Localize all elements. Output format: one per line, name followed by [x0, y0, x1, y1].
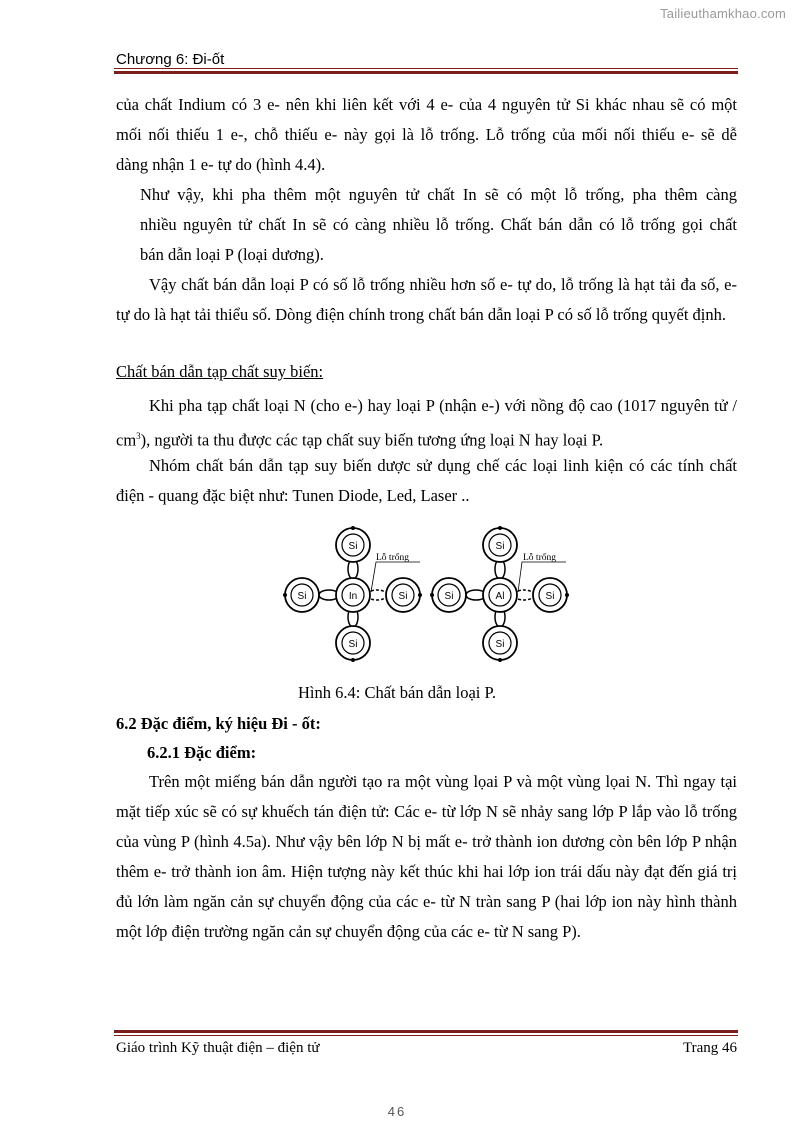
- p-type-lattice-figure: [270, 522, 580, 672]
- page-number: 46: [387, 1104, 407, 1119]
- figure-caption: Hình 6.4: Chất bán dẫn loại P.: [298, 683, 496, 702]
- subsection-heading: 6.2.1 Đặc điểm:: [147, 743, 257, 762]
- para-4-text-a: Khi pha tạp chất loại N (cho e-) hay loại P (nhận e-) với nồng độ cao (1017 nguyên tử / cm: [116, 396, 737, 450]
- atom-label-left-top: Si: [348, 541, 358, 552]
- atom-label-right-bottom: Si: [495, 639, 505, 650]
- footer-rule-thin: [114, 1035, 738, 1036]
- subheading-degenerate: Chất bán dẫn tạp chất suy biến:: [116, 362, 324, 381]
- atom-label-left-bottom: Si: [348, 639, 358, 650]
- atom-label-right-center: Al: [495, 591, 505, 602]
- para-1-line-2: mối nối thiếu 1 e-, chỗ thiếu e- này gọi là lỗ trống. Lỗ trống của mối nối thiếu e- sẽ dễ: [116, 125, 737, 144]
- chapter-header: Chương 6: Đi-ốt: [116, 51, 225, 68]
- section-heading: 6.2 Đặc điểm, ký hiệu Đi - ốt:: [116, 714, 321, 733]
- para-1-line-1: của chất Indium có 3 e- nên khi liên kết với 4 e- của 4 nguyên tử Si khác nhau sẽ có một: [116, 95, 737, 114]
- para-4-text-b: ), người ta thu được các tạp chất suy biến tương ứng loại N hay loại P.: [140, 430, 604, 450]
- atom-label-right-top: Si: [495, 541, 505, 552]
- hole-label-right: Lỗ trống: [523, 553, 556, 563]
- hole-label-left: Lỗ trống: [376, 553, 409, 563]
- lattice-al: [430, 526, 569, 662]
- section-body: Trên một miếng bán dẫn người tạo ra một vùng lọai P và một vùng lọai N. Thì ngay tại mặt tiếp xúc sẽ có sự khuếch tán điện tử: Các e- từ lớp N sẽ nhảy sang lớp P lắp vào lỗ trống của vùng P (hình 4.5a). Như vậy bên lớp N bị mất e- trở thành ion dương còn bên lớp P nhận thêm e- trở thành ion âm. Hiện tượng này kết thúc khi hai lớp ion trái dấu này đạt đến giá trị đủ lớn làm ngăn cản sự chuyển động của các e- từ N tràn sang P (hai lớp ion này hình thành một lớp điện trường ngăn cản sự chuyển động của các e- từ N sang P).: [116, 772, 737, 941]
- lattice-in: [283, 526, 422, 662]
- watermark: Tailieuthamkhao.com: [660, 6, 786, 21]
- header-rule-thick: [114, 71, 738, 74]
- para-2-line-1: Như vậy, khi pha thêm một nguyên tử chất In sẽ có một lỗ trống, pha thêm càng: [140, 185, 737, 204]
- para-4-superscript: 3: [136, 431, 141, 441]
- footer-rule-thick: [114, 1030, 738, 1033]
- para-2-line-3: bán dẫn loại P (loại dương).: [140, 245, 324, 264]
- para-1-line-3: dàng nhận 1 e- tự do (hình 4.4).: [116, 155, 326, 174]
- atom-label-right-right: Si: [545, 591, 555, 602]
- atom-label-left-left: Si: [297, 591, 307, 602]
- para-5: Nhóm chất bán dẫn tạp suy biến dược sử dụng chế các loại linh kiện có các tính chất điện - quang đặc biệt như: Tunen Diode, Led, Laser ..: [116, 456, 737, 505]
- atom-label-left-center: In: [348, 591, 358, 602]
- footer-book-title: Giáo trình Kỹ thuật điện – điện tử: [116, 1040, 320, 1056]
- para-3: Vậy chất bán dẫn loại P có số lỗ trống nhiều hơn số e- tự do, lỗ trống là hạt tải đa số, e- tự do là hạt tải thiểu số. Dòng điện chính trong chất bán dẫn loại P có số lỗ trống quyết định.: [116, 275, 737, 324]
- footer-page-label: Trang 46: [682, 1040, 737, 1056]
- atom-label-right-left: Si: [444, 591, 454, 602]
- atom-label-left-right: Si: [398, 591, 408, 602]
- para-4: [116, 391, 737, 456]
- header-rule-thin: [114, 68, 738, 69]
- para-2-line-2: nhiều nguyên tử chất In sẽ có càng nhiều lỗ trống. Chất bán dẫn có lỗ trống gọi chất: [140, 215, 737, 234]
